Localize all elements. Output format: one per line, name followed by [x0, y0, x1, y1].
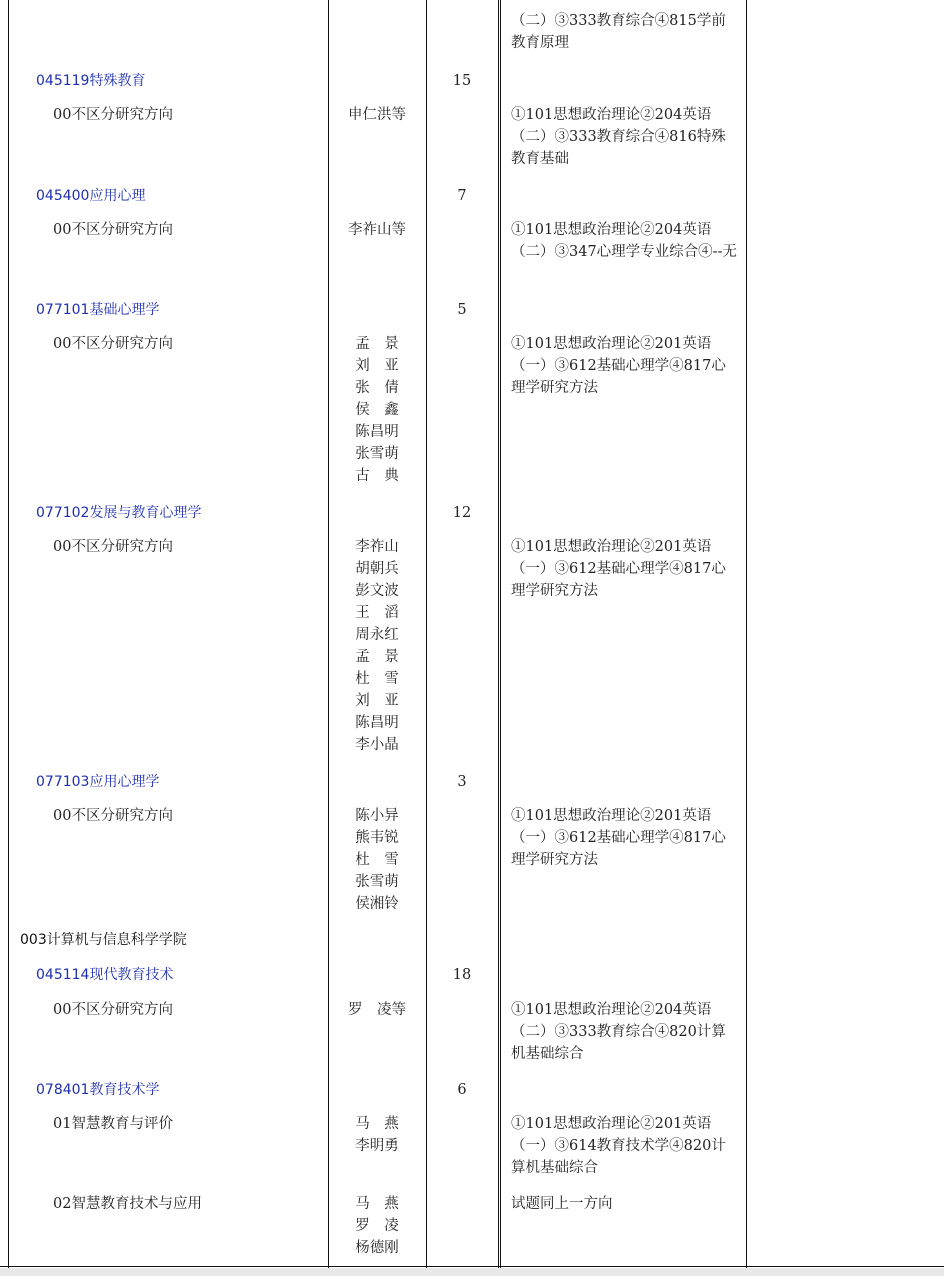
exam-subjects: ①101思想政治理论②201英语（一）③612基础心理学④817心理学研究方法: [511, 808, 726, 868]
exam-subjects: ①101思想政治理论②201英语（一）③612基础心理学④817心理学研究方法: [511, 539, 726, 599]
enrollment-quota: 12: [452, 505, 472, 521]
research-direction: 00不区分研究方向: [53, 222, 173, 238]
major-name: 045400应用心理: [36, 188, 146, 204]
enrollment-quota: 3: [457, 774, 467, 790]
tutor-name: 罗 凌: [355, 1218, 399, 1234]
tutor-name: 周永红: [355, 627, 399, 643]
tutor-name: 张雪萌: [355, 446, 399, 462]
exam-subjects: ①101思想政治理论②204英语（二）③347心理学专业综合④--无: [511, 222, 737, 260]
exam-subjects: ①101思想政治理论②201英语（一）③614教育技术学④820计算机基础综合: [511, 1116, 726, 1176]
tutor-name: 杜 雪: [355, 671, 399, 687]
tutor-name: 张 倩: [355, 380, 399, 396]
exam-subjects: （二）③333教育综合④815学前教育原理: [511, 13, 726, 51]
tutor-name: 罗 凌等: [348, 1002, 406, 1018]
tutor-name: 孟 景: [355, 336, 399, 352]
tutor-name: 杨德刚: [355, 1240, 399, 1256]
tutor-name: 侯湘铃: [355, 896, 399, 912]
tutor-name: 李祚山: [355, 539, 399, 555]
enrollment-quota: 15: [452, 73, 472, 89]
tutor-name: 李祚山等: [348, 222, 406, 238]
research-direction: 00不区分研究方向: [53, 539, 173, 555]
research-direction: 01智慧教育与评价: [53, 1116, 173, 1132]
tutor-name: 彭文波: [355, 583, 399, 599]
tutor-name: 刘 亚: [355, 358, 399, 374]
tutor-name: 陈小异: [355, 808, 399, 824]
tutor-name: 申仁洪等: [348, 107, 406, 123]
tutor-name: 杜 雪: [355, 852, 399, 868]
tutor-name: 李小晶: [355, 737, 399, 753]
table-bottom-border: [0, 1266, 944, 1267]
enrollment-quota: 5: [457, 302, 467, 318]
department-name: 003计算机与信息科学学院: [20, 932, 187, 948]
major-name: 077102发展与教育心理学: [36, 505, 202, 521]
major-name: 077103应用心理学: [36, 774, 160, 790]
column-divider: [8, 0, 9, 1268]
column-divider: [500, 0, 501, 1268]
tutor-name: 张雪萌: [355, 874, 399, 890]
tutor-name: 马 燕: [355, 1116, 399, 1132]
enrollment-quota: 6: [457, 1082, 467, 1098]
tutor-name: 胡朝兵: [355, 561, 399, 577]
research-direction: 00不区分研究方向: [53, 107, 173, 123]
column-divider: [746, 0, 747, 1268]
research-direction: 02智慧教育技术与应用: [53, 1196, 202, 1212]
major-name: 077101基础心理学: [36, 302, 160, 318]
exam-subjects: ①101思想政治理论②204英语（二）③333教育综合④820计算机基础综合: [511, 1002, 726, 1062]
major-name: 045114现代教育技术: [36, 967, 174, 983]
enrollment-quota: 7: [457, 188, 467, 204]
exam-subjects: ①101思想政治理论②201英语（一）③612基础心理学④817心理学研究方法: [511, 336, 726, 396]
tutor-name: 侯 鑫: [355, 402, 399, 418]
column-divider: [328, 0, 329, 1268]
page-bottom-edge: [0, 1268, 944, 1276]
tutor-name: 熊韦锐: [355, 830, 399, 846]
major-name: 045119特殊教育: [36, 73, 146, 89]
research-direction: 00不区分研究方向: [53, 808, 173, 824]
tutor-name: 马 燕: [355, 1196, 399, 1212]
enrollment-quota: 18: [452, 967, 472, 983]
tutor-name: 孟 景: [355, 649, 399, 665]
exam-subjects: 试题同上一方向: [511, 1196, 613, 1212]
tutor-name: 陈昌明: [355, 715, 399, 731]
research-direction: 00不区分研究方向: [53, 1002, 173, 1018]
exam-subjects: ①101思想政治理论②204英语（二）③333教育综合④816特殊教育基础: [511, 107, 726, 167]
major-name: 078401教育技术学: [36, 1082, 160, 1098]
research-direction: 00不区分研究方向: [53, 336, 173, 352]
tutor-name: 王 滔: [355, 605, 399, 621]
tutor-name: 古 典: [355, 468, 399, 484]
tutor-name: 李明勇: [355, 1138, 399, 1154]
tutor-name: 刘 亚: [355, 693, 399, 709]
tutor-name: 陈昌明: [355, 424, 399, 440]
